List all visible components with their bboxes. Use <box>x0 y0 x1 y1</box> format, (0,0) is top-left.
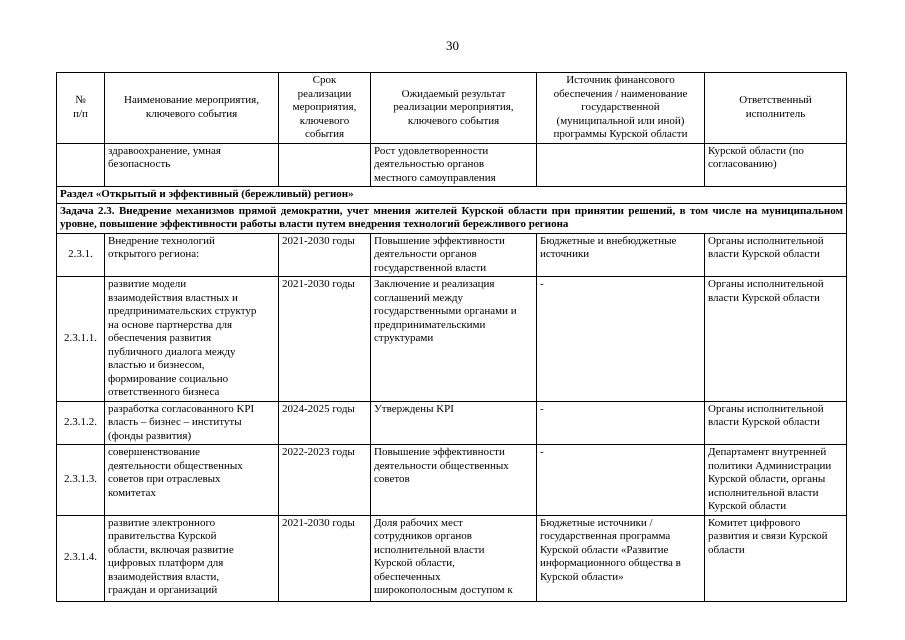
row-activity: совершенствование деятельности общественных советов при отраслевых комитетах <box>105 445 279 516</box>
section-title: Раздел «Открытый и эффективный (бережливый) регион» <box>57 187 847 204</box>
cell-result: Рост удовлетворенности деятельностью органов местного самоуправления <box>371 143 537 187</box>
table-row <box>57 277 847 402</box>
cell-name: здравоохранение, умная безопасность <box>105 143 279 187</box>
row-source: Бюджетные источники / государственная программа Курской области «Развитие информационного общества в Курской области» <box>537 515 705 601</box>
cell-num <box>57 143 105 187</box>
cell-executor: Курской области (по согласованию) <box>705 143 847 187</box>
header-name: Наименование мероприятия, ключевого события <box>105 73 279 144</box>
table-row <box>57 445 847 516</box>
row-term: 2021-2030 годы <box>279 515 371 601</box>
row-number: 2.3.1.1. <box>57 277 105 402</box>
row-result: Утверждены KPI <box>371 401 537 445</box>
row-term: 2022-2023 годы <box>279 445 371 516</box>
header-executor: Ответственный исполнитель <box>705 73 847 144</box>
task-row <box>57 203 847 233</box>
row-executor: Органы исполнительной власти Курской области <box>705 233 847 277</box>
row-activity: развитие электронного правительства Курской области, включая развитие цифровых платформ для взаимодействия власти, граждан и организаций <box>105 515 279 601</box>
row-number: 2.3.1.4. <box>57 515 105 601</box>
row-number: 2.3.1.2. <box>57 401 105 445</box>
task-title: Задача 2.3. Внедрение механизмов прямой демократии, учет мнения жителей Курской области при принятии решений, в том числе на муниципальном уровне, повышение эффективности работы власти путем внедрения технологий бережливого региона <box>57 203 847 233</box>
row-executor: Комитет цифрового развития и связи Курской области <box>705 515 847 601</box>
continuation-row <box>57 143 847 187</box>
row-result: Повышение эффективности деятельности общественных советов <box>371 445 537 516</box>
row-result: Заключение и реализация соглашений между государственными органами и предпринимательскими структурами <box>371 277 537 402</box>
header-result: Ожидаемый результат реализации мероприятия, ключевого события <box>371 73 537 144</box>
table-row <box>57 515 847 601</box>
row-result: Доля рабочих мест сотрудников органов исполнительной власти Курской области, обеспеченных широкополосным доступом к <box>371 515 537 601</box>
row-source: - <box>537 277 705 402</box>
cell-source <box>537 143 705 187</box>
row-activity: развитие модели взаимодействия властных и предпринимательских структур на основе партнерства для обеспечения развития публичного диалога между властью и бизнесом, формирование социально ответственного бизнеса <box>105 277 279 402</box>
row-executor: Органы исполнительной власти Курской области <box>705 277 847 402</box>
row-executor: Органы исполнительной власти Курской области <box>705 401 847 445</box>
table-header-row <box>57 73 847 144</box>
row-activity: Внедрение технологий открытого региона: <box>105 233 279 277</box>
table-row <box>57 233 847 277</box>
row-term: 2021-2030 годы <box>279 277 371 402</box>
row-source: - <box>537 445 705 516</box>
activities-table <box>56 72 847 602</box>
row-result: Повышение эффективности деятельности органов государственной власти <box>371 233 537 277</box>
row-term: 2021-2030 годы <box>279 233 371 277</box>
header-term: Срок реализации мероприятия, ключевого события <box>279 73 371 144</box>
header-source: Источник финансового обеспечения / наименование государственной (муниципальной или иной) программы Курской области <box>537 73 705 144</box>
row-activity: разработка согласованного KPI власть – бизнес – институты (фонды развития) <box>105 401 279 445</box>
table-row <box>57 401 847 445</box>
row-executor: Департамент внутренней политики Администрации Курской области, органы исполнительной власти Курской области <box>705 445 847 516</box>
row-number: 2.3.1.3. <box>57 445 105 516</box>
row-source: - <box>537 401 705 445</box>
page-number: 30 <box>446 38 459 53</box>
cell-term <box>279 143 371 187</box>
row-term: 2024-2025 годы <box>279 401 371 445</box>
row-number: 2.3.1. <box>57 233 105 277</box>
header-num: № п/п <box>57 73 105 144</box>
section-row <box>57 187 847 204</box>
row-source: Бюджетные и внебюджетные источники <box>537 233 705 277</box>
